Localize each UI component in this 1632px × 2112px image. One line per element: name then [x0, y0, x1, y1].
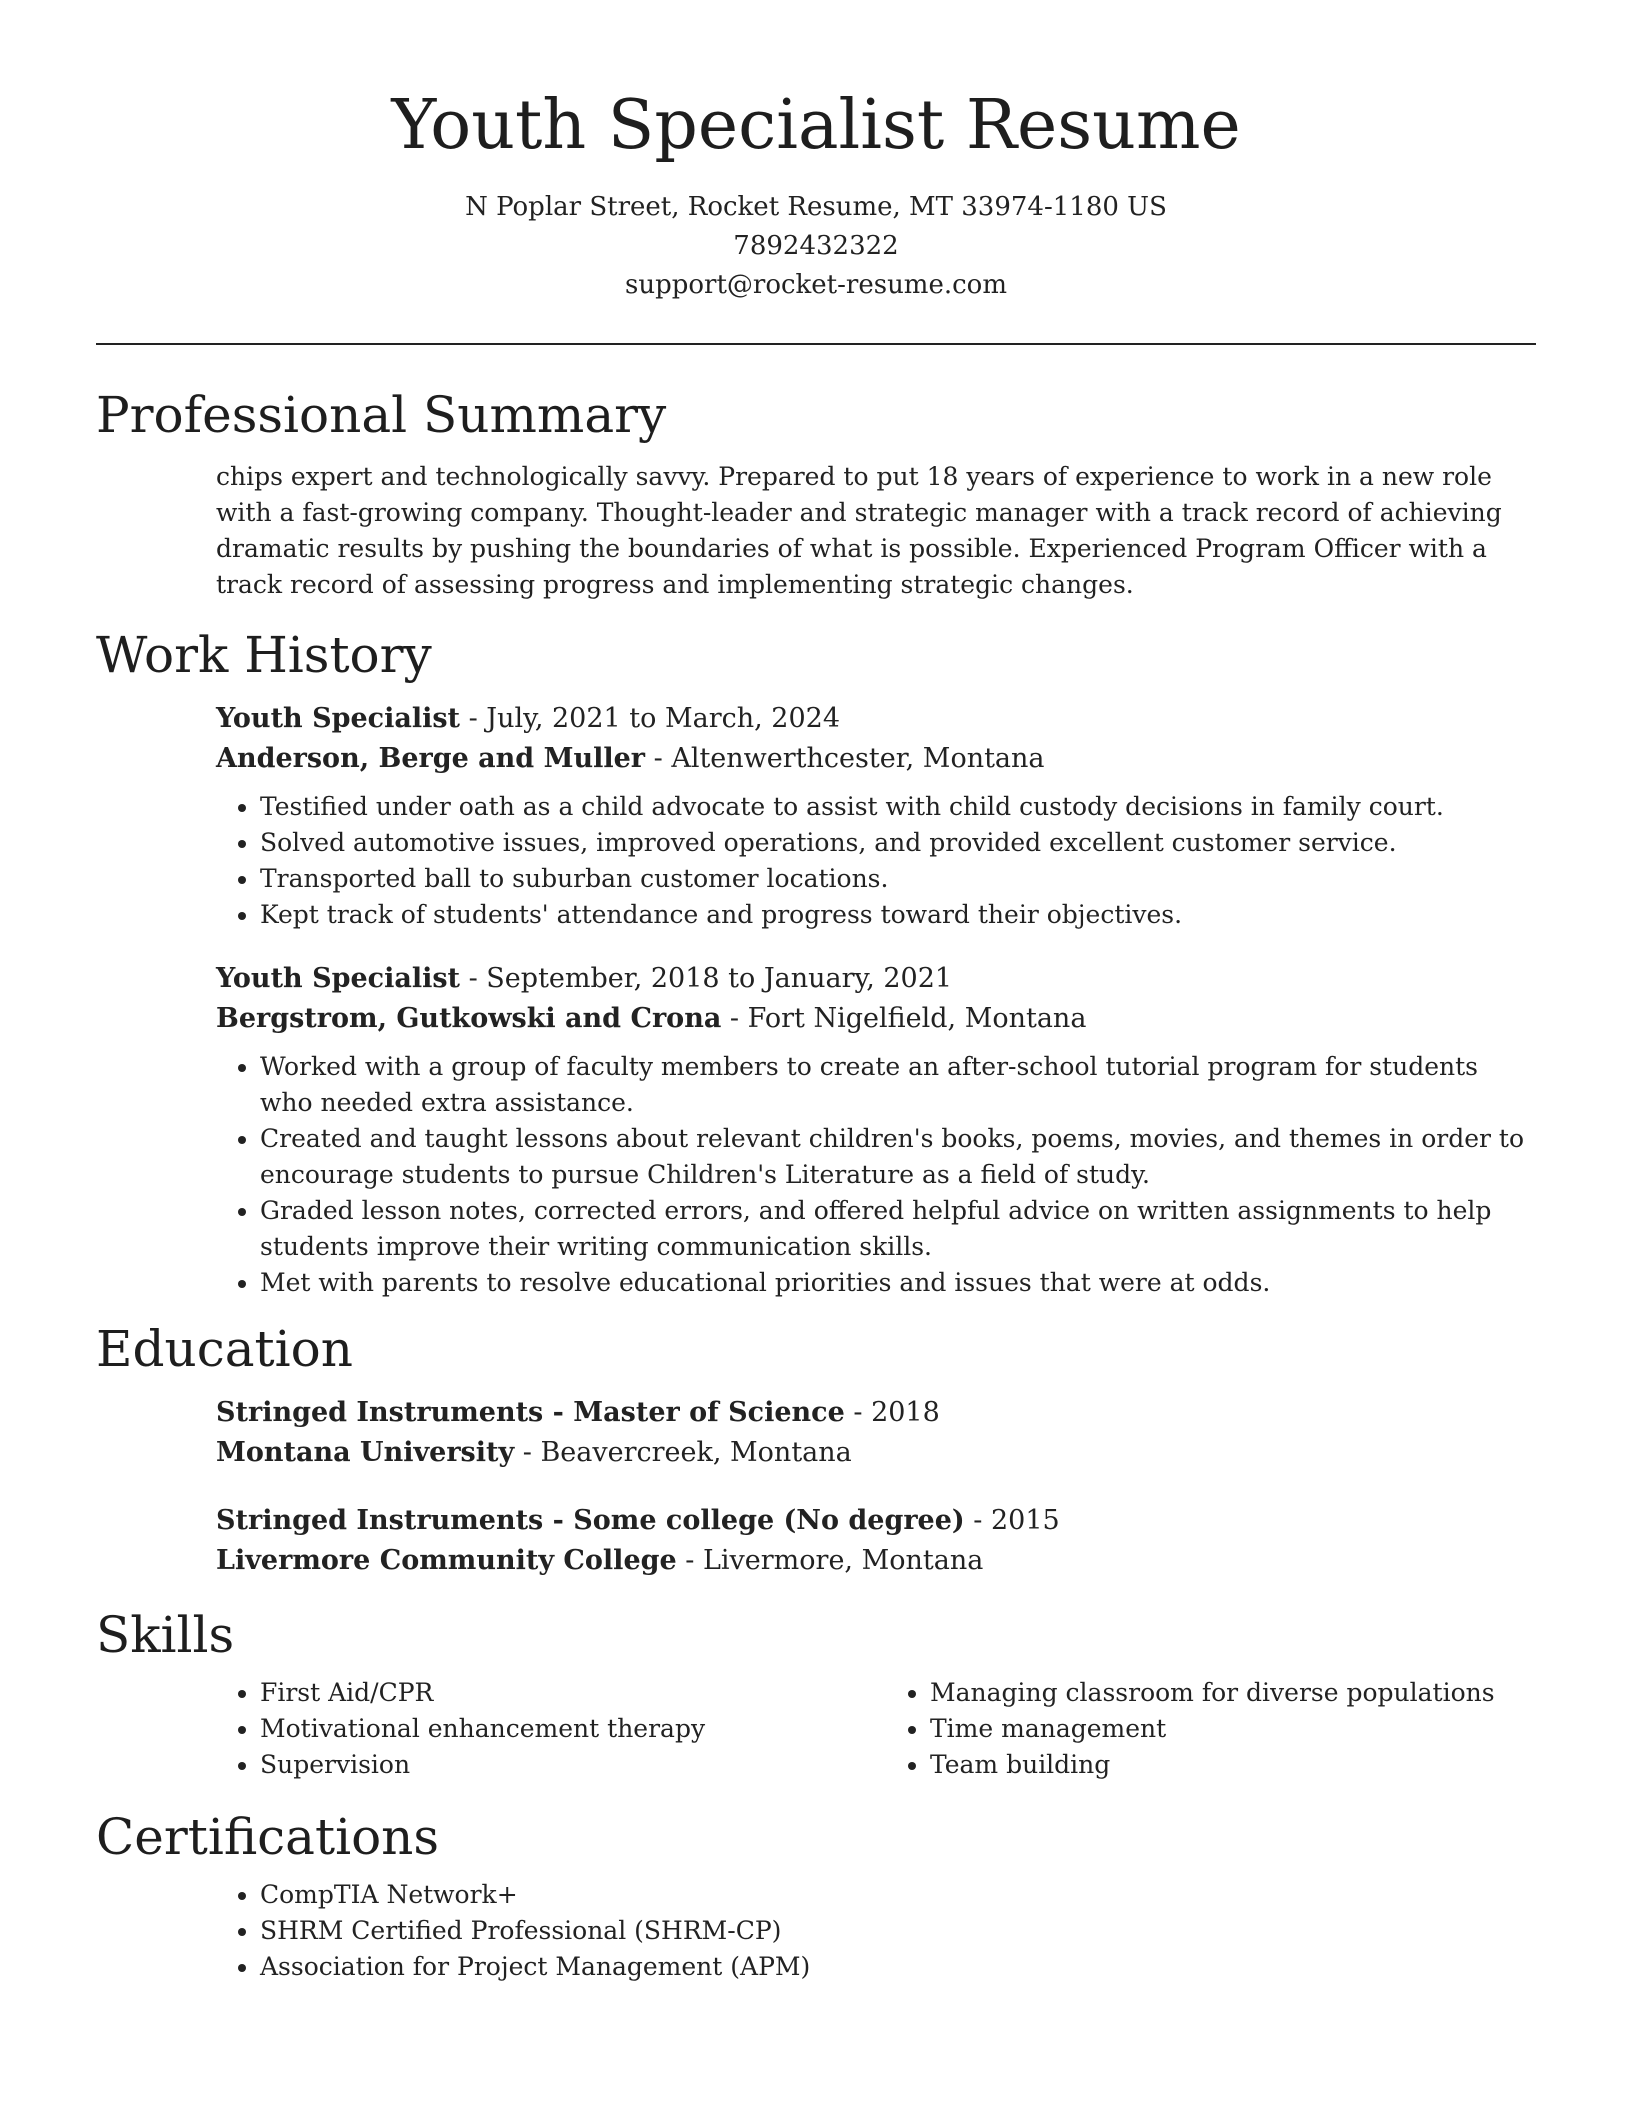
skills-section: [96, 1605, 1536, 1783]
certifications-list: [216, 1877, 1536, 1985]
job-company-line: [216, 999, 1536, 1039]
job-dates: - July, 2021 to March, 2024: [460, 703, 841, 734]
skill-item: • Managing classroom for diverse populations: [930, 1675, 1536, 1711]
contact-email: support@rocket-resume.com: [624, 270, 1007, 300]
contact-address: N Poplar Street, Rocket Resume, MT 33974-1180 US: [465, 192, 1167, 222]
job-bullets: [216, 789, 1536, 933]
education-year: - 2015: [964, 1505, 1060, 1536]
skill-item: • Supervision: [260, 1747, 866, 1783]
education-entry: [216, 1393, 1536, 1473]
skill-item: • First Aid/CPR: [260, 1675, 866, 1711]
skills-heading: Skills: [96, 1606, 235, 1664]
education-entry: [216, 1501, 1536, 1581]
job-company-line: [216, 739, 1536, 779]
education-school: Montana University: [216, 1437, 515, 1468]
job-title-line: [216, 699, 1536, 739]
job-bullet: • Met with parents to resolve educational priorities and issues that were at odds.: [260, 1265, 1536, 1301]
education-field: Stringed Instruments: [216, 1397, 544, 1428]
education-section: [96, 1319, 1536, 1581]
job-company: Anderson, Berge and Muller: [216, 743, 646, 774]
job-bullet: • Created and taught lessons about relevant children's books, poems, movies, and themes in order to encourage students to pursue Children's Literature as a field of study.: [260, 1121, 1536, 1193]
skill-item: • Team building: [930, 1747, 1536, 1783]
contact-phone: 7892432322: [733, 231, 899, 261]
education-degree: - Master of Science: [543, 1397, 845, 1428]
skills-list-right: [886, 1675, 1536, 1783]
certifications-section: [96, 1807, 1536, 1985]
summary-text: chips expert and technologically savvy. Prepared to put 18 years of experience to work in a new role with a fast-growing company. Thought-leader and strategic manager with a track record of achieving dramatic results by pushing the boundaries of what is possible. Experienced Program Officer with a track record of assessing progress and implementing strategic changes.: [216, 462, 1502, 599]
job-bullet: • Graded lesson notes, corrected errors, and offered helpful advice on written assignments to help students improve their writing communication skills.: [260, 1193, 1536, 1265]
education-degree: - Some college (No degree): [543, 1505, 965, 1536]
job-location: - Altenwerthcester, Montana: [645, 743, 1045, 774]
work-history-heading: Work History: [96, 626, 432, 684]
job-bullet: • Worked with a group of faculty members to create an after-school tutorial program for students who needed extra assistance.: [260, 1049, 1536, 1121]
job-bullet: • Transported ball to suburban customer locations.: [260, 861, 1536, 897]
job-dates: - September, 2018 to January, 2021: [460, 963, 953, 994]
summary-heading: Professional Summary: [96, 386, 667, 444]
education-school-line: [216, 1433, 1536, 1473]
resume-title: Youth Specialist Resume: [391, 86, 1241, 165]
job-role: Youth Specialist: [216, 703, 461, 734]
job-bullets: [216, 1049, 1536, 1301]
education-heading: Education: [96, 1320, 353, 1378]
job-role: Youth Specialist: [216, 963, 461, 994]
work-history-section: [96, 625, 1536, 1301]
education-degree-line: [216, 1393, 1536, 1433]
education-school-line: [216, 1541, 1536, 1581]
contact-info: [96, 188, 1536, 305]
resume-header: [96, 0, 1536, 305]
certification-item: • Association for Project Management (APM): [260, 1949, 1536, 1985]
education-year: - 2018: [844, 1397, 940, 1428]
certification-item: • CompTIA Network+: [260, 1877, 1536, 1913]
job-entry: [216, 959, 1536, 1301]
certification-item: • SHRM Certified Professional (SHRM-CP): [260, 1913, 1536, 1949]
job-location: - Fort Nigelfield, Montana: [721, 1003, 1087, 1034]
certifications-heading: Certifications: [96, 1808, 440, 1866]
skill-item: • Time management: [930, 1711, 1536, 1747]
education-school: Livermore Community College: [216, 1545, 677, 1576]
education-location: - Beavercreek, Montana: [514, 1437, 852, 1468]
job-entry: [216, 699, 1536, 933]
summary-section: [96, 385, 1536, 603]
header-divider: [96, 343, 1536, 345]
job-bullet: • Testified under oath as a child advocate to assist with child custody decisions in family court.: [260, 789, 1536, 825]
skills-grid: [216, 1675, 1536, 1783]
education-degree-line: [216, 1501, 1536, 1541]
job-company: Bergstrom, Gutkowski and Crona: [216, 1003, 722, 1034]
skills-list-left: [216, 1675, 866, 1783]
education-field: Stringed Instruments: [216, 1505, 544, 1536]
job-title-line: [216, 959, 1536, 999]
job-bullet: • Solved automotive issues, improved operations, and provided excellent customer service.: [260, 825, 1536, 861]
job-bullet: • Kept track of students' attendance and progress toward their objectives.: [260, 897, 1536, 933]
skill-item: • Motivational enhancement therapy: [260, 1711, 866, 1747]
education-location: - Livermore, Montana: [676, 1545, 984, 1576]
